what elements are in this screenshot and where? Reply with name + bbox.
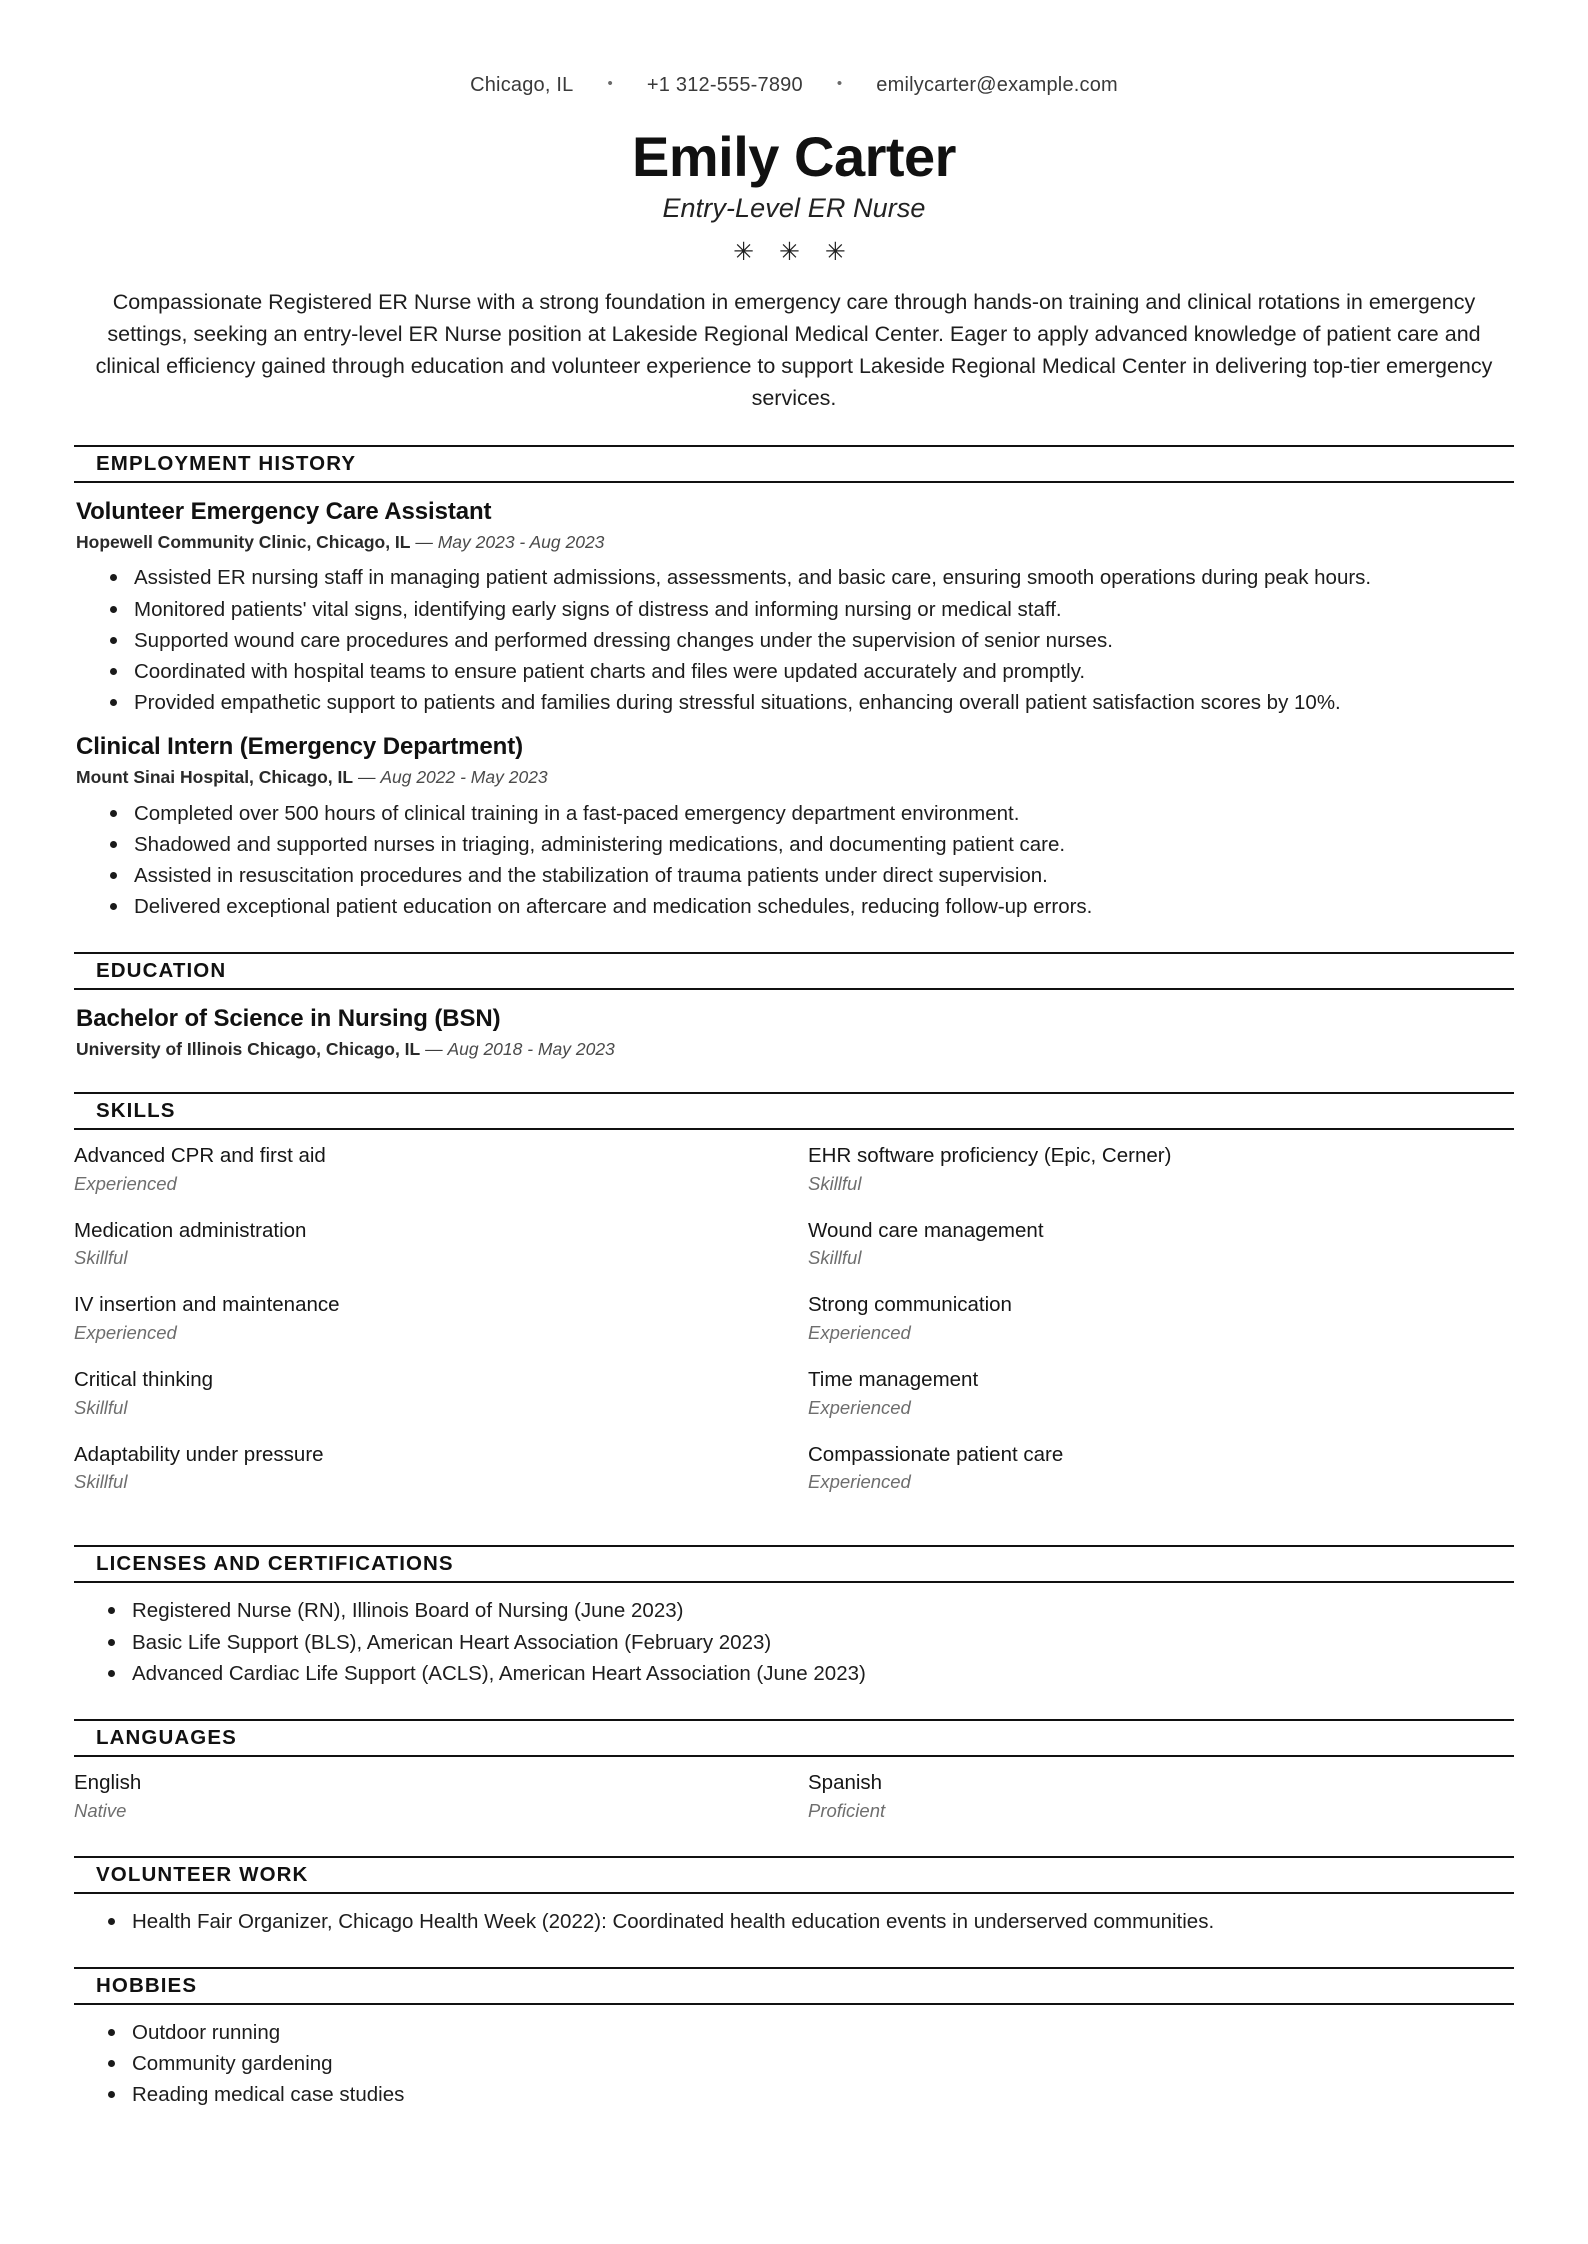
- licenses-list: [74, 1595, 1514, 1688]
- skill-name: Wound care management: [808, 1218, 1044, 1242]
- volunteer-list: [74, 1906, 1514, 1937]
- contact-location: Chicago, IL: [470, 74, 574, 96]
- education-school: University of Illinois Chicago, Chicago, IL: [76, 1039, 421, 1060]
- employment-org-dates: [76, 766, 1512, 790]
- list-item: Advanced Cardiac Life Support (ACLS), American Heart Association (June 2023): [132, 1658, 1514, 1689]
- section-skills: [74, 1092, 1514, 1515]
- employment-dates: May 2023 - Aug 2023: [437, 531, 605, 552]
- employment-dash: —: [353, 767, 381, 788]
- candidate-job-title: Entry-Level ER Nurse: [662, 193, 926, 224]
- list-item: Shadowed and supported nurses in triaging, administering medications, and documenting patient care.: [134, 829, 1512, 860]
- list-item: Assisted ER nursing staff in managing patient admissions, assessments, and basic care, ensuring smooth operations during peak hours.: [134, 562, 1512, 593]
- skill-level: Experienced: [74, 1172, 177, 1194]
- employment-org-dates: [76, 531, 1512, 555]
- language-name: English: [74, 1770, 142, 1794]
- list-item: Community gardening: [132, 2048, 1514, 2079]
- skill-name: Advanced CPR and first aid: [74, 1144, 326, 1167]
- employment-entry: [76, 497, 1512, 718]
- skill-level: Experienced: [808, 1396, 911, 1418]
- employment-entry: [76, 732, 1512, 922]
- employment-dates: Aug 2022 - May 2023: [380, 767, 548, 788]
- list-item: Outdoor running: [132, 2017, 1514, 2048]
- asterisk-divider-icon: ✳ ✳ ✳: [733, 238, 855, 267]
- language-level: Proficient: [808, 1799, 886, 1821]
- employment-org: Hopewell Community Clinic, Chicago, IL: [76, 531, 411, 552]
- section-employment-history: [74, 445, 1514, 923]
- education-school-dates: [76, 1038, 1512, 1062]
- skill-item: [74, 1142, 780, 1195]
- section-heading-volunteer: VOLUNTEER WORK: [74, 1856, 1514, 1894]
- language-name: Spanish: [808, 1770, 883, 1794]
- list-item: Basic Life Support (BLS), American Heart Association (February 2023): [132, 1627, 1514, 1658]
- hobbies-list: [74, 2017, 1514, 2110]
- skills-grid: [74, 1142, 1514, 1515]
- skill-name: Compassionate patient care: [808, 1442, 1064, 1466]
- contact-separator-2: •: [836, 75, 843, 92]
- employment-org: Mount Sinai Hospital, Chicago, IL: [76, 767, 354, 788]
- section-education: [74, 952, 1514, 1062]
- skill-name: Strong communication: [808, 1293, 1012, 1317]
- skill-level: Experienced: [808, 1471, 911, 1493]
- section-hobbies: [74, 1967, 1514, 2110]
- skill-level: Skillful: [74, 1396, 128, 1418]
- section-volunteer-work: [74, 1856, 1514, 1937]
- skill-item: [74, 1366, 780, 1419]
- skill-name: Time management: [808, 1368, 979, 1392]
- professional-summary: Compassionate Registered ER Nurse with a strong foundation in emergency care through hands-on training and clinical rotations in emergency settings, seeking an entry-level ER Nurse position at Lakeside Regional Medical Center. Eager to apply advanced knowledge of patient care and clinical efficiency gained through education and volunteer experience to support Lakeside Regional Medical Center in delivering top-tier emergency services.: [95, 290, 1493, 410]
- skill-name: EHR software proficiency (Epic, Cerner): [808, 1144, 1172, 1167]
- skill-item: [808, 1366, 1514, 1419]
- languages-grid: [74, 1769, 1514, 1826]
- skill-level: Experienced: [808, 1322, 911, 1344]
- contact-phone: +1 312-555-7890: [646, 74, 803, 96]
- language-item: [74, 1769, 780, 1822]
- skill-name: Critical thinking: [74, 1368, 213, 1392]
- education-degree: Bachelor of Science in Nursing (BSN): [76, 1005, 501, 1033]
- skill-level: Experienced: [74, 1322, 177, 1344]
- education-dash: —: [420, 1039, 448, 1060]
- skill-item: [74, 1441, 780, 1494]
- skill-item: [74, 1217, 780, 1270]
- list-item: Monitored patients' vital signs, identifying early signs of distress and informing nursing or medical staff.: [134, 594, 1512, 625]
- section-heading-skills: SKILLS: [74, 1092, 1514, 1130]
- list-item: Delivered exceptional patient education on aftercare and medication schedules, reducing follow-up errors.: [134, 891, 1512, 922]
- list-item: Supported wound care procedures and performed dressing changes under the supervision of senior nurses.: [134, 625, 1512, 656]
- candidate-name: Emily Carter: [632, 125, 956, 188]
- skill-item: [808, 1441, 1514, 1494]
- section-heading-hobbies: HOBBIES: [74, 1967, 1514, 2005]
- list-item: Provided empathetic support to patients and families during stressful situations, enhancing overall patient satisfaction scores by 10%.: [134, 687, 1512, 718]
- employment-job-title: Volunteer Emergency Care Assistant: [76, 497, 492, 525]
- education-dates: Aug 2018 - May 2023: [447, 1039, 615, 1060]
- skill-level: Skillful: [808, 1172, 862, 1194]
- list-item: Health Fair Organizer, Chicago Health Week (2022): Coordinated health education events in underserved communities.: [132, 1906, 1514, 1937]
- skill-level: Skillful: [74, 1471, 128, 1493]
- list-item: Reading medical case studies: [132, 2079, 1514, 2110]
- section-heading-employment: EMPLOYMENT HISTORY: [74, 445, 1514, 483]
- contact-email: emilycarter@example.com: [876, 74, 1118, 96]
- language-item: [808, 1769, 1514, 1822]
- employment-bullets: [76, 562, 1512, 718]
- skill-level: Skillful: [74, 1247, 128, 1269]
- skill-item: [808, 1217, 1514, 1270]
- section-languages: [74, 1719, 1514, 1826]
- skill-item: [808, 1291, 1514, 1344]
- skill-name: Adaptability under pressure: [74, 1442, 324, 1466]
- education-entries: [74, 1004, 1514, 1062]
- employment-entries: [74, 497, 1514, 923]
- skill-item: [808, 1142, 1514, 1195]
- skill-item: [74, 1291, 780, 1344]
- list-item: Coordinated with hospital teams to ensure patient charts and files were updated accurately and promptly.: [134, 656, 1512, 687]
- skill-level: Skillful: [808, 1247, 862, 1269]
- section-heading-languages: LANGUAGES: [74, 1719, 1514, 1757]
- employment-job-title: Clinical Intern (Emergency Department): [76, 733, 523, 761]
- skill-name: Medication administration: [74, 1218, 307, 1242]
- skill-name: IV insertion and maintenance: [74, 1293, 340, 1317]
- list-item: Registered Nurse (RN), Illinois Board of Nursing (June 2023): [132, 1595, 1514, 1626]
- list-item: Assisted in resuscitation procedures and the stabilization of trauma patients under direct supervision.: [134, 860, 1512, 891]
- contact-separator-1: •: [607, 75, 613, 92]
- section-licenses: [74, 1545, 1514, 1688]
- language-level: Native: [74, 1799, 127, 1821]
- contact-line: [74, 74, 1514, 97]
- employment-bullets: [76, 798, 1512, 923]
- section-heading-licenses: LICENSES AND CERTIFICATIONS: [74, 1545, 1514, 1583]
- list-item: Completed over 500 hours of clinical training in a fast-paced emergency department environment.: [134, 798, 1512, 829]
- education-entry: [76, 1004, 1512, 1062]
- employment-dash: —: [410, 531, 438, 552]
- section-heading-education: EDUCATION: [74, 952, 1514, 990]
